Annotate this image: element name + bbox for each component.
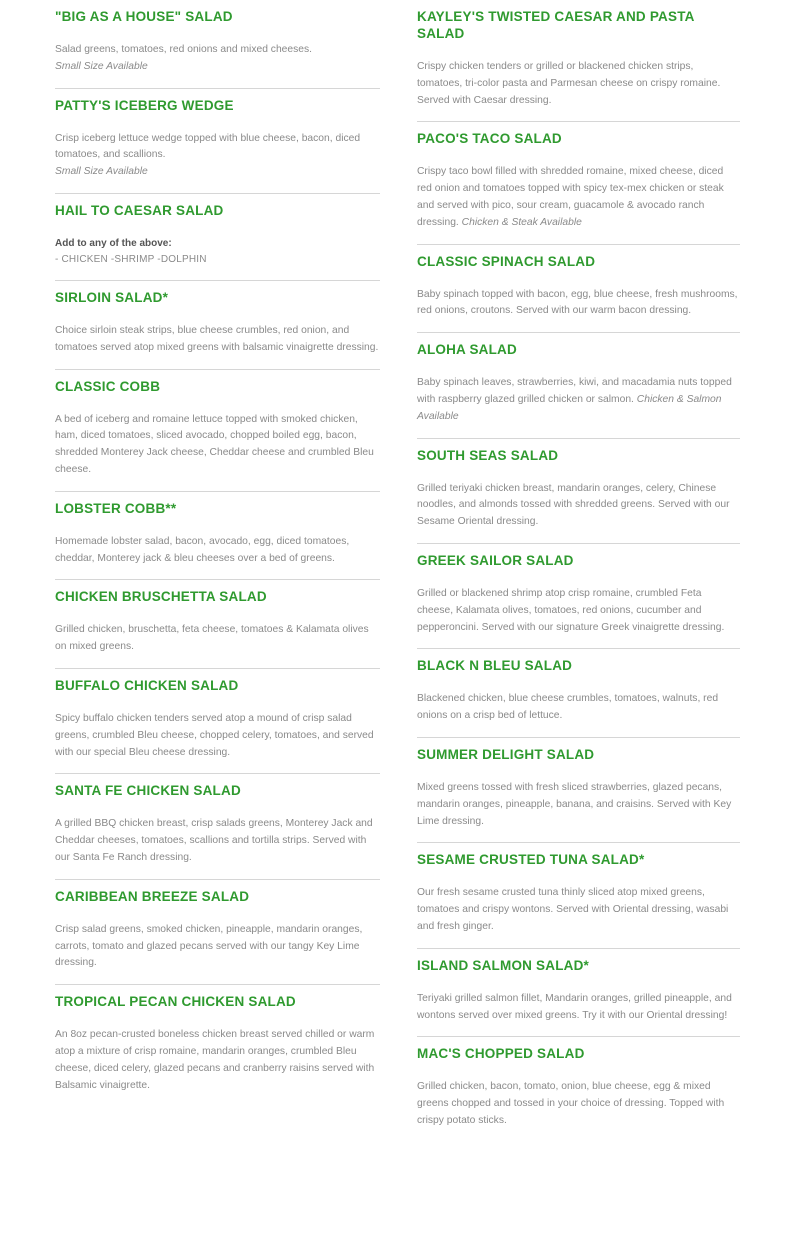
description-text: A grilled BBQ chicken breast, crisp salads greens, Monterey Jack and Cheddar cheeses, tomatoes, scallions and tortilla strips. Served with our Santa Fe Ranch dressing. xyxy=(55,818,373,863)
description-text: Grilled chicken, bacon, tomato, onion, blue cheese, egg & mixed greens chopped and tossed in your choice of dressing. Topped with crispy potato sticks. xyxy=(417,1081,725,1126)
menu-item-title: SESAME CRUSTED TUNA SALAD* xyxy=(417,852,645,868)
menu-item-patty-s-iceberg-wedge xyxy=(55,89,380,194)
menu-item-title: SANTA FE CHICKEN SALAD xyxy=(55,783,241,799)
description-text: Grilled teriyaki chicken breast, mandarin oranges, celery, Chinese noodles, and almonds tossed with shredded greens. Served with our Sesame Oriental dressing. xyxy=(417,482,730,528)
menu-item-paco-s-taco-salad xyxy=(417,122,740,244)
menu-item-title: SUMMER DELIGHT SALAD xyxy=(417,746,595,762)
menu-item-title: CHICKEN BRUSCHETTA SALAD xyxy=(55,589,267,605)
menu-item-title: SOUTH SEAS SALAD xyxy=(417,447,559,463)
availability-note: Chicken & Steak Available xyxy=(461,216,582,228)
menu-item-description xyxy=(417,481,740,531)
menu-item-south-seas-salad xyxy=(417,439,740,544)
menu-item-sirloin-salad xyxy=(55,281,380,370)
menu-item-title: TROPICAL PECAN CHICKEN SALAD xyxy=(55,994,296,1010)
menu-item-title: CLASSIC SPINACH SALAD xyxy=(417,253,596,269)
menu-item-lobster-cobb xyxy=(55,492,380,581)
menu-item-aloha-salad xyxy=(417,333,740,438)
menu-item-description xyxy=(417,780,740,830)
menu-item-description xyxy=(417,991,740,1025)
menu-item-description xyxy=(55,42,380,59)
menu-item-description xyxy=(417,691,740,725)
menu-item-sesame-crusted-tuna-salad xyxy=(417,843,740,948)
description-text: Teriyaki grilled salmon fillet, Mandarin oranges, grilled pineapple, and wontons served over mixed greens. Try it with our Oriental dressing! xyxy=(417,992,732,1021)
description-text: Crispy chicken tenders or grilled or blackened chicken strips, tomatoes, tri-color pasta and Parmesan cheese on crispy romaine. Served with Caesar dressing. xyxy=(417,61,721,106)
menu-item-title: PATTY'S ICEBERG WEDGE xyxy=(55,97,234,113)
description-text: Grilled chicken, bruschetta, feta cheese, tomatoes & Kalamata olives on mixed greens. xyxy=(55,624,369,653)
menu-item-tropical-pecan-chicken-salad xyxy=(55,985,380,1106)
description-text: Homemade lobster salad, bacon, avocado, egg, diced tomatoes, cheddar, Monterey jack & bleu cheeses over a bed of greens. xyxy=(55,535,350,564)
menu-item-hail-to-caesar-salad xyxy=(55,194,380,281)
menu-item-title: MAC'S CHOPPED SALAD xyxy=(417,1046,585,1062)
menu-item-kayley-s-twisted-caesar-and-pasta-salad xyxy=(417,0,740,122)
menu-item-description xyxy=(417,1079,740,1129)
description-text: Crisp salad greens, smoked chicken, pineapple, mandarin oranges, carrots, tomato and glazed pecans served with our tangy Key Lime dressing. xyxy=(55,923,363,969)
menu-item-buffalo-chicken-salad xyxy=(55,669,380,774)
menu-item-description xyxy=(55,622,380,656)
menu-item-title: PACO'S TACO SALAD xyxy=(417,131,562,147)
menu-item-caribbean-breeze-salad xyxy=(55,880,380,985)
menu-item-title: SIRLOIN SALAD* xyxy=(55,289,169,305)
availability-note: Small Size Available xyxy=(55,166,148,178)
description-text: Blackened chicken, blue cheese crumbles, tomatoes, walnuts, red onions on a crisp bed of lettuce. xyxy=(417,693,719,722)
menu-item-title: LOBSTER COBB** xyxy=(55,500,177,516)
description-text: Grilled or blackened shrimp atop crisp romaine, crumbled Feta cheese, Kalamata olives, tomatoes, red onions, cucumber and pepperoncini. Served with our signature Greek vinaigrette dressing. xyxy=(417,587,725,633)
availability-note: Chicken & Salmon Available xyxy=(417,393,722,422)
menu-item-description xyxy=(417,375,740,425)
menu-item-description xyxy=(417,59,740,109)
description-text: Baby spinach leaves, strawberries, kiwi, and macadamia nuts topped with raspberry glazed grilled chicken or salmon. xyxy=(417,377,732,405)
menu-item-title: ISLAND SALMON SALAD* xyxy=(417,957,589,973)
menu-item-title: GREEK SAILOR SALAD xyxy=(417,552,574,568)
menu-item-classic-spinach-salad xyxy=(417,245,740,334)
menu-item-chicken-bruschetta-salad xyxy=(55,580,380,669)
menu-item-description xyxy=(417,164,740,231)
menu-item-description xyxy=(55,534,380,568)
menu-item-description xyxy=(55,922,380,972)
description-text: A bed of iceberg and romaine lettuce topped with smoked chicken, ham, diced tomatoes, sliced avocado, chopped boiled egg, bacon, shredded Monterey Jack cheese, Cheddar cheese and crumbled Bleu cheese. xyxy=(55,413,374,475)
left-menu-column xyxy=(55,0,380,1106)
menu-item-description xyxy=(55,816,380,866)
menu-item-description xyxy=(55,412,380,479)
menu-item-description xyxy=(417,885,740,935)
menu-item-title: BLACK N BLEU SALAD xyxy=(417,658,573,674)
menu-item-description xyxy=(55,323,380,357)
menu-item-title: HAIL TO CAESAR SALAD xyxy=(55,202,224,218)
description-text: Crisp iceberg lettuce wedge topped with blue cheese, bacon, diced tomatoes, and scallions. xyxy=(55,132,361,161)
menu-item-santa-fe-chicken-salad xyxy=(55,774,380,879)
menu-item-description xyxy=(55,711,380,761)
menu-item-title: CLASSIC COBB xyxy=(55,378,161,394)
addon-label: Add to any of the above: xyxy=(55,237,172,249)
menu-item-title: KAYLEY'S TWISTED CAESAR AND PASTA SALAD xyxy=(417,9,695,41)
description-text: Spicy buffalo chicken tenders served atop a mound of crisp salad greens, crumbled Bleu cheese, chopped celery, tomatoes, and served with our special Bleu cheese dressing. xyxy=(55,712,374,758)
menu-item-title: CARIBBEAN BREEZE SALAD xyxy=(55,888,250,904)
description-text: An 8oz pecan-crusted boneless chicken breast served chilled or warm atop a mixture of crisp romaine, mandarin oranges, crumbled Bleu cheese, diced celery, glazed pecans and cranberry raisins served with Balsamic vinaigrette. xyxy=(55,1029,375,1091)
description-text: Baby spinach topped with bacon, egg, blue cheese, fresh mushrooms, red onions, croutons. Served with our warm bacon dressing. xyxy=(417,288,738,317)
availability-note: Small Size Available xyxy=(55,60,148,72)
addon-items: - CHICKEN -SHRIMP -DOLPHIN xyxy=(55,253,207,265)
right-menu-column xyxy=(417,0,740,1142)
menu-item-classic-cobb xyxy=(55,370,380,492)
menu-item-title: "BIG AS A HOUSE" SALAD xyxy=(55,9,233,24)
menu-item-big-as-a-house-salad xyxy=(55,0,380,89)
description-text: Our fresh sesame crusted tuna thinly sliced atop mixed greens, tomatoes and crispy wontons. Served with Oriental dressing, wasabi and fresh ginger. xyxy=(417,887,729,932)
menu-item-black-n-bleu-salad xyxy=(417,649,740,738)
menu-item-description xyxy=(417,586,740,636)
description-text: Crispy taco bowl filled with shredded romaine, mixed cheese, diced red onion and tomatoes topped with spicy tex-mex chicken or steak and served with pico, sour cream, guacamole & avocado ranch dressing. xyxy=(417,166,724,228)
menu-item-island-salmon-salad xyxy=(417,949,740,1038)
menu-item-description xyxy=(55,131,380,165)
menu-item-mac-s-chopped-salad xyxy=(417,1037,740,1141)
menu-item-description xyxy=(417,287,740,321)
description-text: Mixed greens tossed with fresh sliced strawberries, glazed pecans, mandarin oranges, pineapple, banana, and craisins. Served with Key Lime dressing. xyxy=(417,781,732,827)
description-text: Choice sirloin steak strips, blue cheese crumbles, red onion, and tomatoes served atop mixed greens with balsamic vinaigrette dressing. xyxy=(55,324,379,353)
menu-item-greek-sailor-salad xyxy=(417,544,740,649)
menu-item-title: ALOHA SALAD xyxy=(417,342,517,358)
menu-item-description xyxy=(55,1027,380,1094)
menu-item-title: BUFFALO CHICKEN SALAD xyxy=(55,677,239,693)
description-text: Salad greens, tomatoes, red onions and mixed cheeses. xyxy=(55,44,313,55)
menu-item-summer-delight-salad xyxy=(417,738,740,843)
